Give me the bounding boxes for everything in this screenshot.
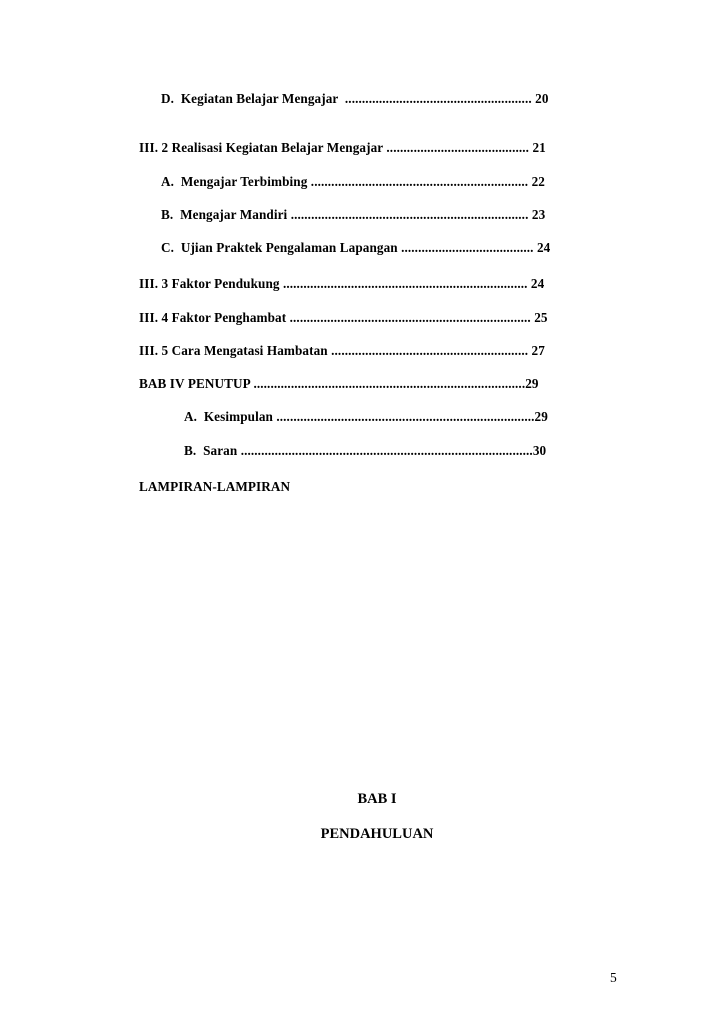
toc-entry-kesimpulan: A. Kesimpulan ............................................................................29: [184, 409, 548, 424]
toc-entry-lampiran: LAMPIRAN-LAMPIRAN: [139, 479, 291, 494]
toc-entry-realisasi-kegiatan: III. 2 Realisasi Kegiatan Belajar Mengajar .......................................... 21: [139, 140, 546, 155]
toc-entry-mengajar-terbimbing: A. Mengajar Terbimbing ................................................................ 22: [161, 174, 545, 189]
toc-entry-saran: B. Saran ......................................................................................30: [184, 443, 547, 458]
toc-entry-cara-mengatasi-hambatan: III. 5 Cara Mengatasi Hambatan .......................................................... 27: [139, 343, 545, 358]
toc-entry-faktor-penghambat: III. 4 Faktor Penghambat ....................................................................... 25: [139, 310, 548, 325]
toc-entry-kegiatan-belajar-mengajar: D. Kegiatan Belajar Mengajar ....................................................... 20: [161, 91, 549, 106]
chapter-title: PENDAHULUAN: [320, 826, 434, 842]
chapter-number: BAB I: [357, 791, 397, 807]
page-number: 5: [610, 970, 617, 985]
toc-entry-bab-iv-penutup: BAB IV PENUTUP ................................................................................29: [139, 376, 539, 391]
toc-entry-mengajar-mandiri: B. Mengajar Mandiri ...................................................................... 23: [161, 207, 546, 222]
toc-entry-ujian-praktek: C. Ujian Praktek Pengalaman Lapangan ....................................... 24: [161, 240, 551, 255]
toc-entry-faktor-pendukung: III. 3 Faktor Pendukung ........................................................................ 24: [139, 276, 545, 291]
